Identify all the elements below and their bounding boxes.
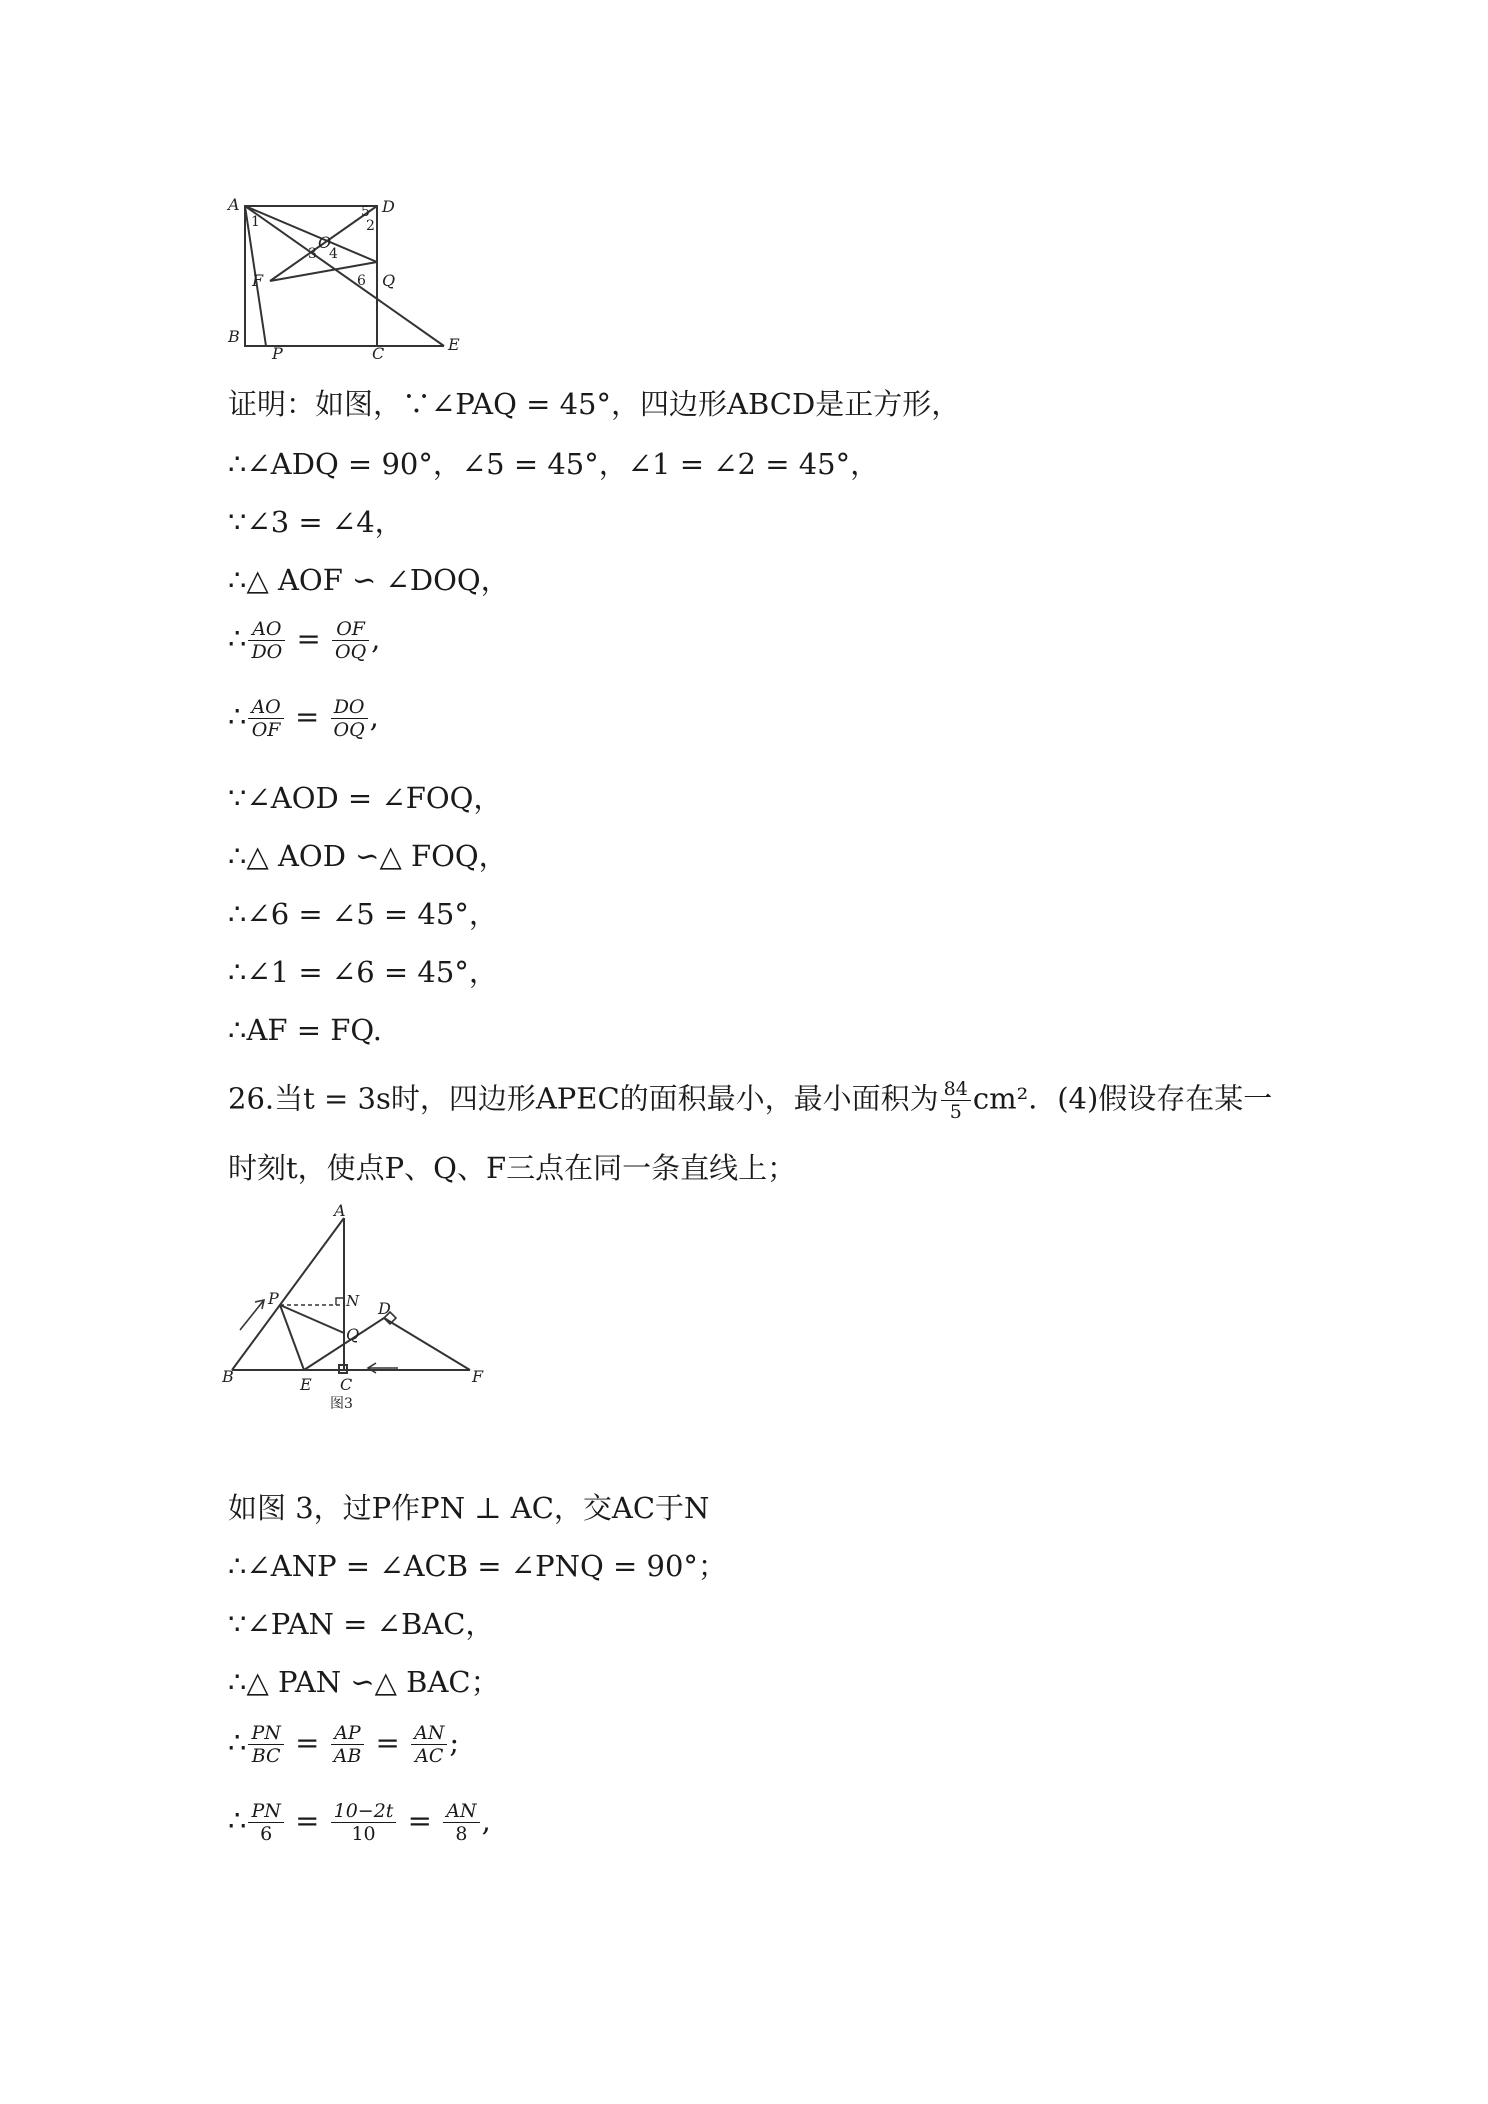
- angle-6: 6: [357, 273, 366, 289]
- label-D: D: [378, 1299, 391, 1318]
- fraction-of-oq: $\frac{OF}{OQ}$: [332, 618, 369, 663]
- angle-2: 2: [366, 218, 375, 234]
- fraction-ap-ab: $\frac{AP}{AB}$: [331, 1722, 365, 1767]
- fraction-an-8: $\frac{AN}{8}$: [443, 1800, 479, 1845]
- proof1-line-8: ∴△ AOD ∽△ FOQ，: [228, 839, 508, 873]
- fraction-do-oq: $\frac{DO}{OQ}$: [331, 696, 368, 741]
- angle-1: 1: [251, 214, 260, 230]
- fraction-ao-of: $\frac{AO}{OF}$: [248, 696, 283, 741]
- equals: =: [285, 699, 329, 734]
- figure-caption: 图3: [330, 1396, 353, 1412]
- label-P: P: [272, 344, 283, 360]
- label-D: D: [382, 197, 395, 216]
- proof1-line-10: ∴∠1 = ∠6 = 45°，: [228, 955, 498, 989]
- proof1-line-11: ∴AF = FQ.: [228, 1013, 382, 1047]
- figure-square-abcd: [222, 196, 492, 360]
- label-P: P: [268, 1289, 279, 1308]
- label-Q: Q: [346, 1325, 360, 1344]
- proof1-line-1: 证明：如图，∵∠PAQ = 45°，四边形ABCD是正方形，: [228, 387, 961, 421]
- proof2-line-5: ∴ $\frac{PN}{BC}$ = $\frac{AP}{AB}$ = $\frac{AN}{AC}$ ;: [228, 1722, 460, 1767]
- proof1-line-6: ∴ $\frac{AO}{OF}$ = $\frac{DO}{OQ}$ ,: [228, 696, 379, 741]
- q26-line-2: 时刻t，使点P、Q、F三点在同一条直线上；: [228, 1151, 797, 1185]
- label-B: B: [222, 1367, 234, 1386]
- equals: =: [287, 621, 331, 656]
- label-C: C: [340, 1375, 353, 1394]
- fraction-pn-bc: $\frac{PN}{BC}$: [248, 1722, 283, 1767]
- q26-line-1: 26.当t = 3s时，四边形APEC的面积最小，最小面积为 $\frac{84}{5}$ cm²．(4)假设存在某一: [228, 1078, 1273, 1123]
- label-A: A: [228, 196, 240, 214]
- angle-4: 4: [329, 246, 338, 262]
- label-F: F: [472, 1367, 484, 1386]
- label-E: E: [448, 335, 460, 354]
- proof1-line-3: ∵∠3 = ∠4，: [228, 505, 404, 539]
- fraction-pn-6: $\frac{PN}{6}$: [248, 1800, 283, 1845]
- figure-3-triangles: [222, 1200, 502, 1420]
- proof2-line-3: ∵∠PAN = ∠BAC，: [228, 1607, 495, 1641]
- label-Q: Q: [382, 271, 396, 290]
- label-F: F: [252, 271, 264, 290]
- label-C: C: [372, 344, 385, 360]
- fraction-84-5: $\frac{84}{5}$: [941, 1078, 971, 1123]
- proof2-line-4: ∴△ PAN ∽△ BAC；: [228, 1665, 500, 1699]
- proof1-line-2: ∴∠ADQ = 90°，∠5 = 45°，∠1 = ∠2 = 45°，: [228, 447, 880, 481]
- label-A: A: [334, 1201, 346, 1220]
- proof2-line-1: 如图 3，过P作PN ⊥ AC，交AC于N: [228, 1491, 710, 1525]
- proof1-line-4: ∴△ AOF ∽ ∠DOQ，: [228, 563, 510, 597]
- proof1-line-7: ∵∠AOD = ∠FOQ，: [228, 781, 503, 815]
- fraction-10-2t-10: $\frac{10-2t}{10}$: [331, 1800, 397, 1845]
- proof1-line-5: ∴ $\frac{AO}{DO}$ = $\frac{OF}{OQ}$ ,: [228, 618, 381, 663]
- angle-3: 3: [308, 246, 317, 262]
- label-E: E: [300, 1375, 312, 1394]
- fraction-ao-do: $\frac{AO}{DO}$: [248, 618, 285, 663]
- proof1-line-9: ∴∠6 = ∠5 = 45°，: [228, 897, 498, 931]
- label-B: B: [228, 327, 240, 346]
- proof2-line-6: ∴ $\frac{PN}{6}$ = $\frac{10-2t}{10}$ = $\frac{AN}{8}$ ,: [228, 1800, 491, 1845]
- fraction-an-ac: $\frac{AN}{AC}$: [411, 1722, 447, 1767]
- label-O: O: [318, 233, 332, 252]
- therefore: ∴: [228, 699, 247, 734]
- therefore: ∴: [228, 621, 247, 656]
- angle-5: 5: [361, 204, 370, 220]
- proof2-line-2: ∴∠ANP = ∠ACB = ∠PNQ = 90°；: [228, 1549, 727, 1583]
- label-N: N: [346, 1292, 360, 1310]
